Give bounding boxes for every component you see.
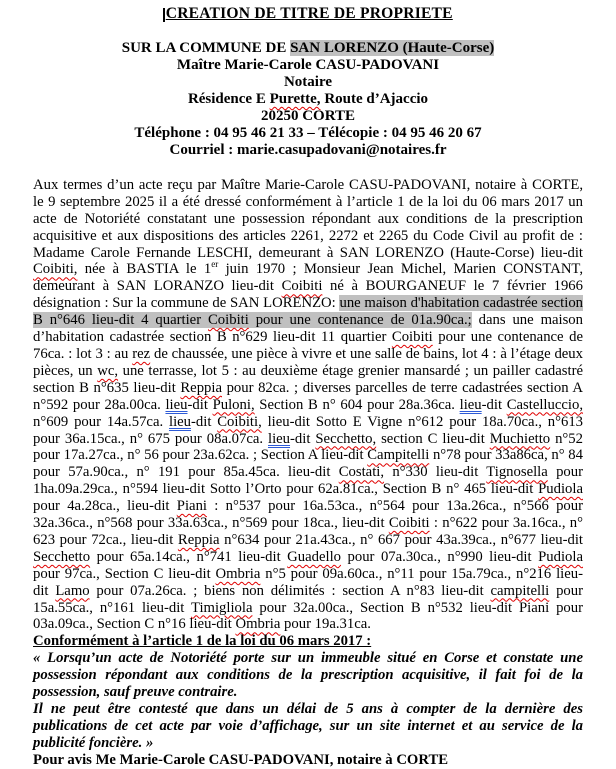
text-segment: SUR LA COMMUNE DE [121, 39, 291, 56]
text-segment: Castelluccio, [506, 396, 583, 413]
title-row [33, 6, 583, 23]
text-segment: n°609 pour 14a.57ca. [33, 413, 169, 430]
text-segment: pour 1ha.09a.29ca., n°594 lieu-dit Sotto l’Orto pour 62a.81ca., Section B n° 465 lieu-dit [33, 464, 583, 498]
commune-line [33, 40, 583, 57]
body-paragraph [33, 177, 583, 633]
text-segment: Aux termes d’un acte reçu par Maître Marie-Carole CASU-PADOVANI, notaire à CORTE, le 9 septembre 2025 il a été dressé conformément à l’article 1 de la loi du 06 mars 2017 un acte de Notoriété constatant une possession répondant aux conditions de la prescription acquisitive et aux dispositions des articles 2261, 2272 et 2265 du Code Civil au profit de : Madame Carole Fernande LESCHI, demeurant à SAN LORENZO (Haute-Corse) lieu-dit [33, 176, 583, 261]
text-segment: pour 07a.30ca., n°990 lieu-dit [341, 548, 539, 565]
text-segment: pour 07a.26ca. ; biens non délimités : section A n°83 lieu-dit [89, 582, 491, 599]
text-segment: Résidence E [187, 90, 270, 107]
text-segment: Route d’Ajaccio [320, 90, 429, 107]
text-segment: Pudiola [538, 548, 583, 565]
text-segment: pour 97ca., Section C lieu-dit [33, 565, 216, 582]
text-segment: Campitelli [367, 447, 430, 464]
text-segment: -dit [481, 396, 507, 413]
text-segment: lieu-dit Sotto E Vigne n°612 pour 18a.70ca., n°613 pour 36a.15ca., n° 675 pour 08a.07ca. [33, 413, 584, 447]
document-title: CREATION DE TITRE DE PROPRIETE [165, 5, 453, 22]
text-segment: n°634 pour 21a.43ca., n° 667 pour 43a.39ca., n°677 lieu-dit [219, 531, 583, 548]
text-segment: Secchetto, [315, 430, 377, 447]
email-line: Courriel : marie.casupadovani@notaires.fr [169, 141, 447, 158]
legal-quote-2: Il ne peut être contesté que dans un délai de 5 ans à compter de la dernière des publications de cet acte par voie d’affichage, sur un site internet et au service de la publicité foncière. » [33, 701, 583, 751]
text-segment: Coibiti [388, 515, 430, 532]
text-segment: Costati, [338, 464, 385, 481]
text-segment: de chaussée, une pièce à vivre et une salle de bains, lot 4 : à l’étage deux pièces, un [33, 345, 583, 379]
text-segment: n°78 pour 33a86ca, n° 84 pour 57a.90ca., n° 191 pour 85a.45ca. lieu-dit [33, 447, 583, 481]
postal-city: 20250 CORTE [260, 107, 356, 124]
text-segment: lieu [165, 396, 188, 413]
text-segment: pour 82ca. ; diverses parcelles de terre cadastrées section A n°592 pour 28a.00ca. [33, 379, 583, 413]
text-segment: juin 1970 ; Monsieur Jean Michel, Marien CONSTANT, demeurant à SAN LORANZO lieu-dit [33, 261, 583, 295]
notary-role: Notaire [283, 73, 333, 90]
text-segment: Piani [176, 498, 207, 515]
text-segment: Timigliola [190, 599, 253, 616]
text-segment: dans une maison d’habitation cadastrée section B n°629 lieu-dit 11 quartier [33, 312, 583, 346]
text-segment: Puloni, [212, 396, 255, 413]
text-segment: Reppia [180, 379, 222, 396]
text-segment: Section B n° 604 pour 28a.36ca. [254, 396, 460, 413]
text-segment: né à BOURGANEUF le 7 février 1966 désignation : Sur la commune de SAN LORENZO: [33, 278, 583, 312]
text-segment: pour 65a.14ca., n°741 lieu-dit [90, 548, 288, 565]
text-segment: : n°537 pour 16a.53ca., n°564 pour 13a.26ca., n°566 pour 32a.36ca., n°568 pour 33a.63ca., n°569 pour 18ca., lieu-dit [33, 498, 583, 532]
text-segment: Reppia [177, 531, 220, 548]
text-segment: pour une contenance de 01a.90ca.; [248, 312, 472, 329]
text-segment: pour 32a.00ca., Section B n°532 lieu-dit Piani pour 03a.09ca., Section C n°16 lieu-dit [33, 599, 583, 633]
text-segment: Coibiti [281, 278, 323, 295]
text-segment: wc, [97, 362, 119, 379]
legal-heading: Conformément à l’article 1 de la loi du 06 mars 2017 : [33, 633, 372, 650]
notary-name: Maître Marie-Carole CASU-PADOVANI [176, 56, 440, 73]
text-segment: section C lieu-dit [376, 430, 490, 447]
text-segment: une maison d'habitation cadastrée section B n°646 lieu-dit 4 quartier [33, 295, 584, 329]
text-segment: Purette, [269, 90, 321, 107]
text-segment: lieu [168, 413, 192, 430]
text-segment: SAN LORENZO (Haute-Corse) [290, 39, 495, 56]
text-segment: lieu [268, 430, 291, 447]
text-segment: : n°622 pour 3a.16ca., n° 623 pour 72ca., lieu-dit [33, 515, 583, 548]
text-cursor [163, 8, 165, 22]
text-segment: Secchetto [33, 548, 91, 565]
text-segment: pour 19a.31ca. [280, 616, 371, 633]
text-segment: Pudiola [538, 481, 583, 498]
signature-line: Pour avis Me Marie-Carole CASU-PADOVANI, notaire à CORTE [33, 751, 449, 768]
text-segment: Guadello [287, 548, 342, 565]
address-line [33, 91, 583, 108]
text-segment: -dit [191, 413, 218, 430]
text-segment: -dit [187, 396, 213, 413]
text-segment: pour 4a.28ca., lieu-dit [33, 498, 177, 515]
text-segment: n°52 pour 17a.27ca., n° 56 pour 23a.62ca. ; Section A lieu-dit [33, 430, 583, 464]
text-segment: rez [132, 345, 151, 362]
text-segment: une terrasse, lot 5 : au deuxième étage grenier mansardé ; un pailler cadastré section B n°635 lieu-dit [33, 362, 583, 396]
text-segment: Coibiti [208, 312, 249, 329]
text-segment: lieu [459, 396, 482, 413]
text-segment: Tignosella [486, 464, 548, 481]
text-segment: er [211, 259, 219, 270]
text-segment: pour une contenance de 76ca. : lot 3 : au [33, 329, 583, 362]
text-segment: Ombria [235, 616, 281, 633]
text-segment: n°5 pour 09a.60ca., n°11 pour 15a.79ca., n°216 lieu-dit [33, 565, 584, 599]
text-segment: Coibiti, [217, 413, 262, 430]
text-segment: Ombria [215, 565, 261, 582]
text-segment: n°330 lieu-dit [384, 464, 487, 481]
legal-quote-1: « Lorsqu’un acte de Notoriété porte sur un immeuble situé en Corse et constate une possession répondant aux conditions de la prescription acquisitive, il fait foi de la possession, sauf preuve contraire. [33, 650, 583, 701]
phone-fax-line: Téléphone : 04 95 46 21 33 – Télécopie : 04 95 46 20 67 [134, 124, 482, 141]
text-segment: pour 15a.55ca., n°161 lieu-dit [33, 582, 583, 616]
text-segment: Muchietto [489, 430, 551, 447]
text-segment: Coibiti, [33, 261, 78, 278]
text-segment: née à BASTIA le 1 [77, 261, 212, 278]
text-segment: campitelli [490, 582, 550, 599]
text-segment: -dit [290, 430, 316, 447]
text-segment: Lamo [55, 582, 90, 599]
text-segment: Coibiti [391, 329, 433, 346]
